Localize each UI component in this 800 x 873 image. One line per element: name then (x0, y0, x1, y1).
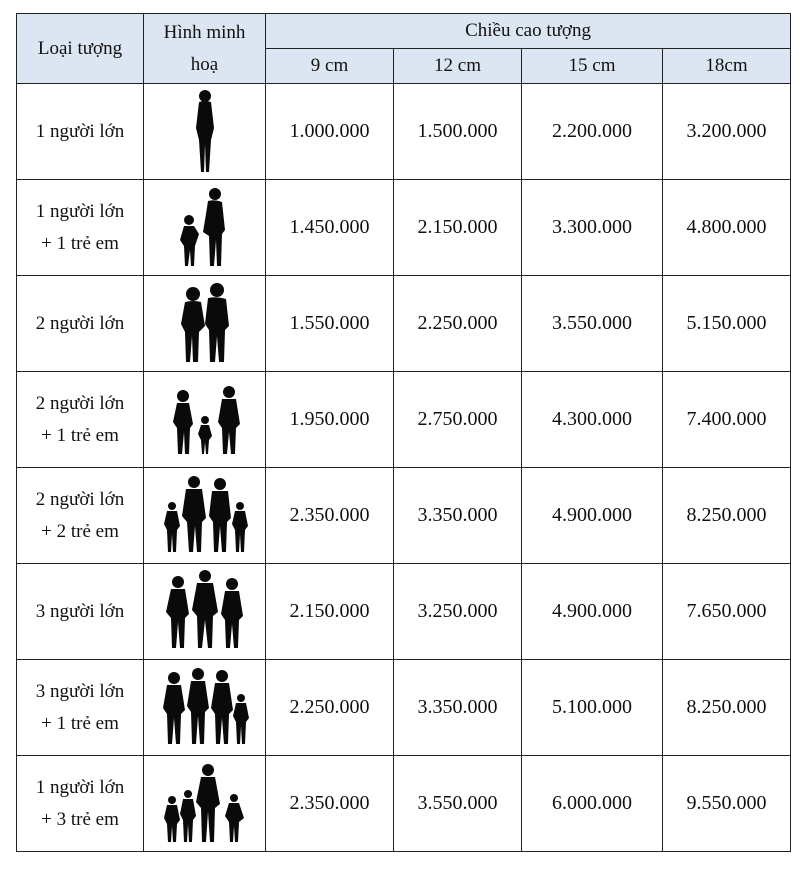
price-12cm: 3.250.000 (394, 564, 522, 660)
price-18cm: 9.550.000 (663, 756, 791, 852)
statue-type-line2: + 1 trẻ em (41, 232, 119, 254)
statue-type-line1: 1 người lớn (35, 776, 125, 798)
price-15cm: 2.200.000 (522, 84, 663, 180)
price-12cm: 3.550.000 (394, 756, 522, 852)
price-9cm: 2.350.000 (266, 756, 394, 852)
header-image-line2: hoạ (190, 53, 219, 75)
price-12cm: 2.150.000 (394, 180, 522, 276)
price-9cm: 1.950.000 (266, 372, 394, 468)
statue-type-line1: 1 người lớn (35, 120, 125, 142)
price-18cm: 8.250.000 (663, 660, 791, 756)
statue-type-line2: + 1 trẻ em (41, 712, 119, 734)
header-image (144, 14, 266, 84)
price-15cm: 6.000.000 (522, 756, 663, 852)
price-9cm: 2.350.000 (266, 468, 394, 564)
table-row (17, 660, 791, 756)
table-row (17, 564, 791, 660)
price-9cm: 2.250.000 (266, 660, 394, 756)
price-18cm: 7.650.000 (663, 564, 791, 660)
table-row (17, 180, 791, 276)
price-15cm: 3.550.000 (522, 276, 663, 372)
silhouette-1-adult-1-child-icon (144, 180, 266, 276)
price-15cm: 4.300.000 (522, 372, 663, 468)
price-18cm: 5.150.000 (663, 276, 791, 372)
price-9cm: 1.550.000 (266, 276, 394, 372)
statue-type-line1: 3 người lớn (35, 680, 125, 702)
price-18cm: 7.400.000 (663, 372, 791, 468)
price-9cm: 1.000.000 (266, 84, 394, 180)
statue-type-line1: 2 người lớn (35, 312, 125, 334)
statue-type-line2: + 3 trẻ em (41, 808, 119, 830)
price-12cm: 3.350.000 (394, 468, 522, 564)
table-row (17, 468, 791, 564)
price-15cm: 4.900.000 (522, 564, 663, 660)
statue-type (17, 660, 144, 756)
statue-type (17, 372, 144, 468)
price-12cm: 2.750.000 (394, 372, 522, 468)
statue-type (17, 180, 144, 276)
statue-type-line2: + 1 trẻ em (41, 424, 119, 446)
price-9cm: 2.150.000 (266, 564, 394, 660)
silhouette-1-adult-icon (144, 84, 266, 180)
statue-type-line1: 3 người lớn (35, 600, 125, 622)
price-12cm: 3.350.000 (394, 660, 522, 756)
statue-type (17, 564, 144, 660)
table-row (17, 756, 791, 852)
price-12cm: 2.250.000 (394, 276, 522, 372)
statue-type-line1: 2 người lớn (35, 488, 125, 510)
header-type: Loại tượng (17, 14, 144, 84)
price-15cm: 4.900.000 (522, 468, 663, 564)
silhouette-3-adults-icon (144, 564, 266, 660)
header-height-group: Chiều cao tượng (266, 14, 791, 49)
header-size-9: 9 cm (266, 49, 394, 84)
price-15cm: 5.100.000 (522, 660, 663, 756)
price-9cm: 1.450.000 (266, 180, 394, 276)
table-row (17, 372, 791, 468)
statue-type (17, 468, 144, 564)
price-18cm: 8.250.000 (663, 468, 791, 564)
price-table (16, 13, 791, 852)
price-15cm: 3.300.000 (522, 180, 663, 276)
silhouette-1-adult-3-children-icon (144, 756, 266, 852)
statue-type (17, 756, 144, 852)
table-row (17, 276, 791, 372)
silhouette-2-adults-1-child-icon (144, 372, 266, 468)
statue-type-line2: + 2 trẻ em (41, 520, 119, 542)
table-row (17, 84, 791, 180)
price-18cm: 4.800.000 (663, 180, 791, 276)
statue-type (17, 276, 144, 372)
statue-type-line1: 2 người lớn (35, 392, 125, 414)
statue-type (17, 84, 144, 180)
silhouette-2-adults-icon (144, 276, 266, 372)
statue-type-line1: 1 người lớn (35, 200, 125, 222)
silhouette-2-adults-2-children-icon (144, 468, 266, 564)
header-size-12: 12 cm (394, 49, 522, 84)
header-size-18: 18cm (663, 49, 791, 84)
header-size-15: 15 cm (522, 49, 663, 84)
price-12cm: 1.500.000 (394, 84, 522, 180)
price-18cm: 3.200.000 (663, 84, 791, 180)
header-image-line1: Hình minh (163, 21, 246, 43)
silhouette-3-adults-1-child-icon (144, 660, 266, 756)
